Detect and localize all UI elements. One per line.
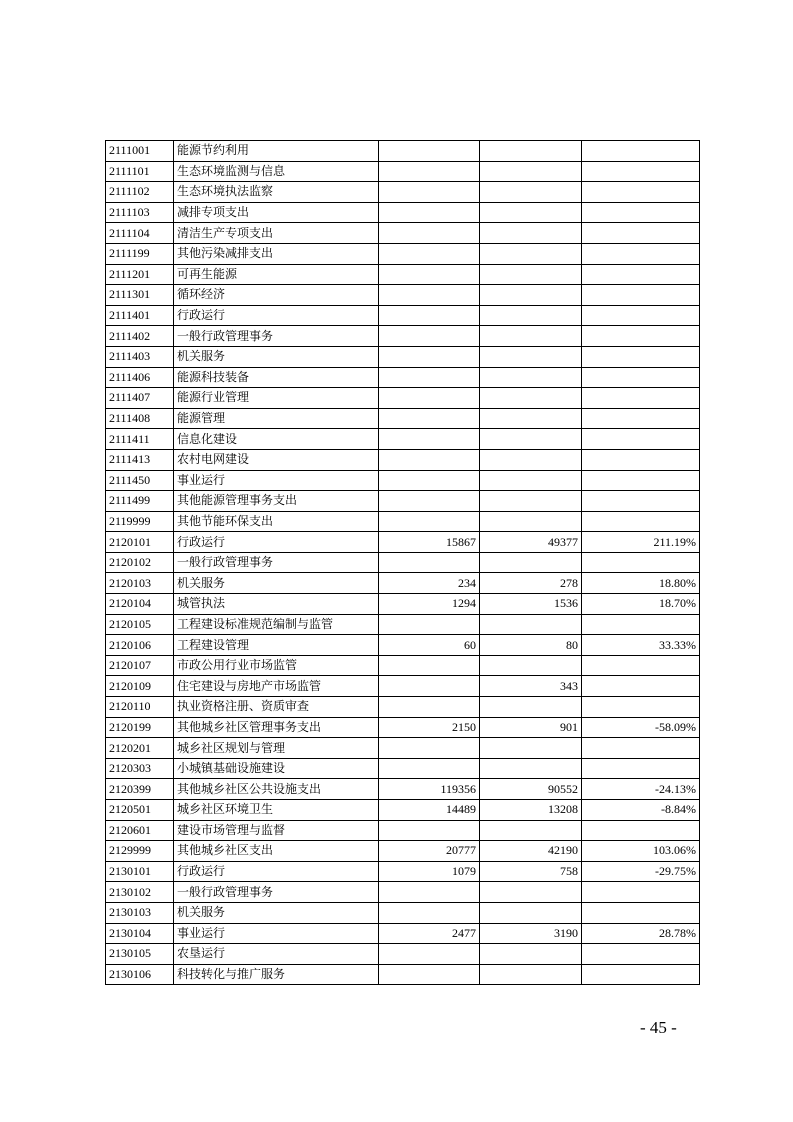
change-percent-cell: [582, 964, 700, 985]
change-percent-cell: [582, 202, 700, 223]
change-percent-cell: -8.84%: [582, 800, 700, 821]
prior-year-amount-cell: [379, 449, 480, 470]
table-row: [106, 594, 700, 615]
table-row: [106, 882, 700, 903]
current-year-amount-cell: 343: [480, 676, 582, 697]
table-body: [106, 141, 700, 985]
account-code-cell: 2120109: [106, 676, 174, 697]
current-year-amount-cell: [480, 552, 582, 573]
table-row: [106, 944, 700, 965]
change-percent-cell: [582, 388, 700, 409]
account-name-cell: 一般行政管理事务: [174, 882, 379, 903]
account-code-cell: 2120101: [106, 532, 174, 553]
prior-year-amount-cell: [379, 944, 480, 965]
change-percent-cell: [582, 552, 700, 573]
prior-year-amount-cell: 1294: [379, 594, 480, 615]
account-code-cell: 2120199: [106, 717, 174, 738]
account-name-cell: 城管执法: [174, 594, 379, 615]
prior-year-amount-cell: [379, 882, 480, 903]
change-percent-cell: [582, 470, 700, 491]
table-row: [106, 635, 700, 656]
prior-year-amount-cell: [379, 738, 480, 759]
table-row: [106, 655, 700, 676]
prior-year-amount-cell: [379, 676, 480, 697]
account-code-cell: 2120105: [106, 614, 174, 635]
account-code-cell: 2119999: [106, 511, 174, 532]
account-name-cell: 能源节约利用: [174, 141, 379, 162]
account-name-cell: 小城镇基础设施建设: [174, 758, 379, 779]
change-percent-cell: [582, 264, 700, 285]
change-percent-cell: 18.70%: [582, 594, 700, 615]
account-code-cell: 2130101: [106, 861, 174, 882]
table-row: [106, 820, 700, 841]
account-code-cell: 2111001: [106, 141, 174, 162]
table-row: [106, 449, 700, 470]
change-percent-cell: 28.78%: [582, 923, 700, 944]
account-code-cell: 2111301: [106, 285, 174, 306]
account-code-cell: 2129999: [106, 841, 174, 862]
account-code-cell: 2130106: [106, 964, 174, 985]
account-code-cell: 2111406: [106, 367, 174, 388]
prior-year-amount-cell: [379, 902, 480, 923]
current-year-amount-cell: [480, 367, 582, 388]
account-code-cell: 2111450: [106, 470, 174, 491]
prior-year-amount-cell: [379, 223, 480, 244]
account-code-cell: 2111499: [106, 491, 174, 512]
account-name-cell: 农村电网建设: [174, 449, 379, 470]
current-year-amount-cell: [480, 264, 582, 285]
prior-year-amount-cell: [379, 429, 480, 450]
current-year-amount-cell: 901: [480, 717, 582, 738]
change-percent-cell: [582, 491, 700, 512]
table-row: [106, 429, 700, 450]
current-year-amount-cell: [480, 882, 582, 903]
table-row: [106, 902, 700, 923]
current-year-amount-cell: [480, 429, 582, 450]
table-row: [106, 676, 700, 697]
prior-year-amount-cell: 2477: [379, 923, 480, 944]
table-row: [106, 264, 700, 285]
change-percent-cell: [582, 614, 700, 635]
prior-year-amount-cell: [379, 182, 480, 203]
table-row: [106, 573, 700, 594]
change-percent-cell: 211.19%: [582, 532, 700, 553]
current-year-amount-cell: [480, 141, 582, 162]
account-name-cell: 执业资格注册、资质审查: [174, 697, 379, 718]
account-name-cell: 事业运行: [174, 923, 379, 944]
prior-year-amount-cell: [379, 758, 480, 779]
current-year-amount-cell: [480, 738, 582, 759]
current-year-amount-cell: [480, 944, 582, 965]
account-name-cell: 可再生能源: [174, 264, 379, 285]
account-code-cell: 2111101: [106, 161, 174, 182]
prior-year-amount-cell: [379, 614, 480, 635]
table-row: [106, 800, 700, 821]
table-row: [106, 861, 700, 882]
table-row: [106, 141, 700, 162]
account-name-cell: 清洁生产专项支出: [174, 223, 379, 244]
table-row: [106, 738, 700, 759]
change-percent-cell: [582, 449, 700, 470]
account-code-cell: 2120103: [106, 573, 174, 594]
current-year-amount-cell: [480, 182, 582, 203]
account-name-cell: 能源管理: [174, 408, 379, 429]
account-code-cell: 2111104: [106, 223, 174, 244]
current-year-amount-cell: [480, 964, 582, 985]
account-name-cell: 机关服务: [174, 573, 379, 594]
account-name-cell: 其他城乡社区管理事务支出: [174, 717, 379, 738]
prior-year-amount-cell: 14489: [379, 800, 480, 821]
current-year-amount-cell: 758: [480, 861, 582, 882]
change-percent-cell: [582, 305, 700, 326]
account-name-cell: 机关服务: [174, 346, 379, 367]
table-row: [106, 841, 700, 862]
current-year-amount-cell: [480, 202, 582, 223]
change-percent-cell: [582, 182, 700, 203]
change-percent-cell: 18.80%: [582, 573, 700, 594]
current-year-amount-cell: 49377: [480, 532, 582, 553]
account-code-cell: 2130105: [106, 944, 174, 965]
current-year-amount-cell: 278: [480, 573, 582, 594]
prior-year-amount-cell: [379, 408, 480, 429]
change-percent-cell: [582, 676, 700, 697]
current-year-amount-cell: [480, 758, 582, 779]
change-percent-cell: 103.06%: [582, 841, 700, 862]
table-row: [106, 491, 700, 512]
current-year-amount-cell: [480, 243, 582, 264]
account-code-cell: 2130104: [106, 923, 174, 944]
prior-year-amount-cell: [379, 264, 480, 285]
prior-year-amount-cell: [379, 305, 480, 326]
change-percent-cell: [582, 367, 700, 388]
current-year-amount-cell: [480, 408, 582, 429]
table-row: [106, 717, 700, 738]
current-year-amount-cell: [480, 346, 582, 367]
account-name-cell: 行政运行: [174, 861, 379, 882]
table-row: [106, 305, 700, 326]
table-row: [106, 511, 700, 532]
current-year-amount-cell: [480, 820, 582, 841]
current-year-amount-cell: [480, 655, 582, 676]
current-year-amount-cell: [480, 697, 582, 718]
change-percent-cell: [582, 285, 700, 306]
account-name-cell: 机关服务: [174, 902, 379, 923]
account-code-cell: 2111403: [106, 346, 174, 367]
account-name-cell: 城乡社区环境卫生: [174, 800, 379, 821]
prior-year-amount-cell: [379, 346, 480, 367]
current-year-amount-cell: [480, 223, 582, 244]
account-name-cell: 其他城乡社区支出: [174, 841, 379, 862]
prior-year-amount-cell: [379, 697, 480, 718]
current-year-amount-cell: [480, 491, 582, 512]
account-name-cell: 一般行政管理事务: [174, 326, 379, 347]
current-year-amount-cell: [480, 285, 582, 306]
account-code-cell: 2111401: [106, 305, 174, 326]
change-percent-cell: -24.13%: [582, 779, 700, 800]
current-year-amount-cell: [480, 388, 582, 409]
prior-year-amount-cell: [379, 491, 480, 512]
current-year-amount-cell: 90552: [480, 779, 582, 800]
account-name-cell: 一般行政管理事务: [174, 552, 379, 573]
account-name-cell: 城乡社区规划与管理: [174, 738, 379, 759]
current-year-amount-cell: 42190: [480, 841, 582, 862]
table-row: [106, 758, 700, 779]
change-percent-cell: -58.09%: [582, 717, 700, 738]
prior-year-amount-cell: [379, 470, 480, 491]
change-percent-cell: [582, 346, 700, 367]
current-year-amount-cell: [480, 614, 582, 635]
account-code-cell: 2111413: [106, 449, 174, 470]
table-row: [106, 779, 700, 800]
table-row: [106, 346, 700, 367]
change-percent-cell: [582, 161, 700, 182]
account-name-cell: 循环经济: [174, 285, 379, 306]
table-row: [106, 243, 700, 264]
account-name-cell: 农垦运行: [174, 944, 379, 965]
prior-year-amount-cell: [379, 161, 480, 182]
prior-year-amount-cell: 1079: [379, 861, 480, 882]
change-percent-cell: [582, 758, 700, 779]
account-name-cell: 其他污染减排支出: [174, 243, 379, 264]
current-year-amount-cell: [480, 511, 582, 532]
account-name-cell: 信息化建设: [174, 429, 379, 450]
current-year-amount-cell: [480, 902, 582, 923]
account-code-cell: 2111102: [106, 182, 174, 203]
account-name-cell: 行政运行: [174, 532, 379, 553]
prior-year-amount-cell: 15867: [379, 532, 480, 553]
table-row: [106, 614, 700, 635]
prior-year-amount-cell: [379, 367, 480, 388]
prior-year-amount-cell: [379, 820, 480, 841]
account-name-cell: 生态环境执法监察: [174, 182, 379, 203]
account-code-cell: 2111408: [106, 408, 174, 429]
account-code-cell: 2120106: [106, 635, 174, 656]
table-row: [106, 923, 700, 944]
change-percent-cell: [582, 223, 700, 244]
current-year-amount-cell: 3190: [480, 923, 582, 944]
account-name-cell: 能源科技装备: [174, 367, 379, 388]
account-code-cell: 2120501: [106, 800, 174, 821]
account-code-cell: 2120102: [106, 552, 174, 573]
current-year-amount-cell: [480, 449, 582, 470]
prior-year-amount-cell: 60: [379, 635, 480, 656]
change-percent-cell: [582, 820, 700, 841]
prior-year-amount-cell: [379, 141, 480, 162]
change-percent-cell: [582, 326, 700, 347]
account-name-cell: 事业运行: [174, 470, 379, 491]
page-number: - 45 -: [640, 1018, 677, 1037]
change-percent-cell: [582, 429, 700, 450]
table-row: [106, 697, 700, 718]
account-code-cell: 2111407: [106, 388, 174, 409]
prior-year-amount-cell: [379, 388, 480, 409]
current-year-amount-cell: [480, 470, 582, 491]
account-code-cell: 2120110: [106, 697, 174, 718]
account-code-cell: 2120104: [106, 594, 174, 615]
change-percent-cell: [582, 944, 700, 965]
account-name-cell: 行政运行: [174, 305, 379, 326]
change-percent-cell: [582, 141, 700, 162]
prior-year-amount-cell: 20777: [379, 841, 480, 862]
prior-year-amount-cell: [379, 285, 480, 306]
prior-year-amount-cell: [379, 243, 480, 264]
table-row: [106, 964, 700, 985]
prior-year-amount-cell: [379, 511, 480, 532]
table-row: [106, 182, 700, 203]
current-year-amount-cell: 13208: [480, 800, 582, 821]
change-percent-cell: [582, 408, 700, 429]
account-name-cell: 其他城乡社区公共设施支出: [174, 779, 379, 800]
current-year-amount-cell: [480, 161, 582, 182]
account-name-cell: 其他节能环保支出: [174, 511, 379, 532]
table-row: [106, 326, 700, 347]
table-row: [106, 470, 700, 491]
prior-year-amount-cell: 2150: [379, 717, 480, 738]
change-percent-cell: [582, 655, 700, 676]
account-name-cell: 建设市场管理与监督: [174, 820, 379, 841]
current-year-amount-cell: [480, 326, 582, 347]
account-code-cell: 2120201: [106, 738, 174, 759]
account-name-cell: 住宅建设与房地产市场监管: [174, 676, 379, 697]
current-year-amount-cell: 80: [480, 635, 582, 656]
table-row: [106, 552, 700, 573]
prior-year-amount-cell: [379, 326, 480, 347]
change-percent-cell: [582, 697, 700, 718]
account-code-cell: 2111201: [106, 264, 174, 285]
change-percent-cell: [582, 882, 700, 903]
change-percent-cell: [582, 511, 700, 532]
account-code-cell: 2111402: [106, 326, 174, 347]
account-code-cell: 2120303: [106, 758, 174, 779]
account-code-cell: 2130102: [106, 882, 174, 903]
prior-year-amount-cell: [379, 655, 480, 676]
account-code-cell: 2120399: [106, 779, 174, 800]
prior-year-amount-cell: [379, 552, 480, 573]
account-code-cell: 2111411: [106, 429, 174, 450]
prior-year-amount-cell: [379, 202, 480, 223]
prior-year-amount-cell: 119356: [379, 779, 480, 800]
change-percent-cell: [582, 243, 700, 264]
table-row: [106, 202, 700, 223]
change-percent-cell: [582, 902, 700, 923]
prior-year-amount-cell: [379, 964, 480, 985]
account-code-cell: 2111103: [106, 202, 174, 223]
account-name-cell: 其他能源管理事务支出: [174, 491, 379, 512]
table-row: [106, 367, 700, 388]
current-year-amount-cell: 1536: [480, 594, 582, 615]
table-row: [106, 532, 700, 553]
account-code-cell: 2120601: [106, 820, 174, 841]
budget-expenditure-table: [105, 140, 700, 985]
change-percent-cell: [582, 738, 700, 759]
change-percent-cell: 33.33%: [582, 635, 700, 656]
table-row: [106, 388, 700, 409]
table-row: [106, 408, 700, 429]
table-row: [106, 285, 700, 306]
current-year-amount-cell: [480, 305, 582, 326]
account-code-cell: 2111199: [106, 243, 174, 264]
account-name-cell: 能源行业管理: [174, 388, 379, 409]
account-name-cell: 生态环境监测与信息: [174, 161, 379, 182]
table-row: [106, 161, 700, 182]
account-name-cell: 市政公用行业市场监管: [174, 655, 379, 676]
table-row: [106, 223, 700, 244]
prior-year-amount-cell: 234: [379, 573, 480, 594]
account-code-cell: 2130103: [106, 902, 174, 923]
account-name-cell: 工程建设标准规范编制与监管: [174, 614, 379, 635]
account-name-cell: 减排专项支出: [174, 202, 379, 223]
change-percent-cell: -29.75%: [582, 861, 700, 882]
account-name-cell: 科技转化与推广服务: [174, 964, 379, 985]
account-name-cell: 工程建设管理: [174, 635, 379, 656]
account-code-cell: 2120107: [106, 655, 174, 676]
